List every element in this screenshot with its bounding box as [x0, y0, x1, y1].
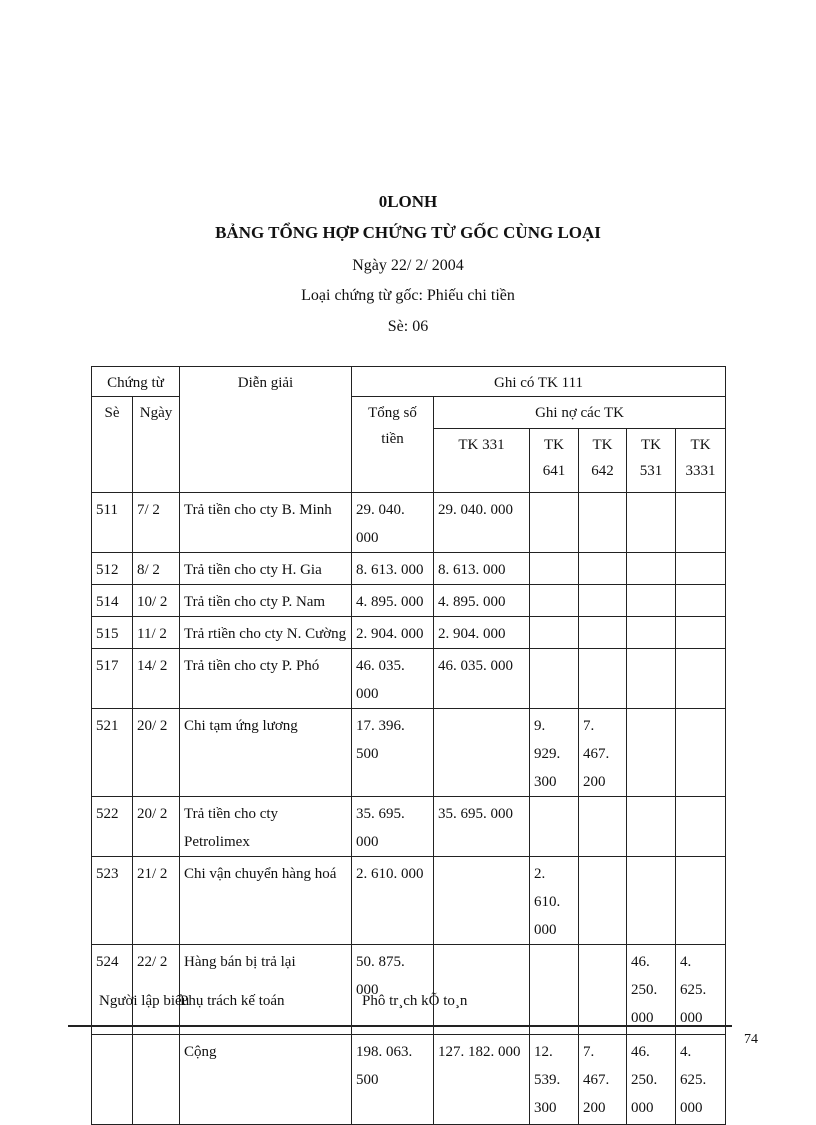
cell-dien-giai: Trả tiền cho cty B. Minh — [180, 493, 352, 553]
cell-dien-giai: Trả tiền cho cty H. Gia — [180, 553, 352, 585]
table-row — [92, 617, 726, 649]
cell-tk531: 46. 250. 000 — [627, 945, 676, 1035]
col-header-tk531: TK 531 — [627, 429, 676, 493]
cell-tk3331 — [676, 857, 726, 945]
cell-tk331: 46. 035. 000 — [434, 649, 530, 709]
cell-ngay: 7/ 2 — [133, 493, 180, 553]
cell-ngay: 8/ 2 — [133, 553, 180, 585]
cell-tk3331 — [676, 649, 726, 709]
org-name: 0LONH — [378, 192, 438, 211]
cell-tk642 — [579, 857, 627, 945]
cell-tk641 — [530, 617, 579, 649]
cell-tk331: 127. 182. 000 — [434, 1035, 530, 1125]
cell-so: 524 — [92, 945, 133, 1035]
cell-so: 512 — [92, 553, 133, 585]
cell-tk531 — [627, 649, 676, 709]
cell-dien-giai: Chi vận chuyển hàng hoá — [180, 857, 352, 945]
cell-tk531 — [627, 585, 676, 617]
cell-tk331: 4. 895. 000 — [434, 585, 530, 617]
table-row — [92, 709, 726, 797]
cell-tk641 — [530, 649, 579, 709]
table-row — [92, 857, 726, 945]
cell-tk641 — [530, 553, 579, 585]
table-row — [92, 585, 726, 617]
cell-ngay: 11/ 2 — [133, 617, 180, 649]
col-header-ngay: Ngày — [133, 397, 180, 493]
cell-tk3331 — [676, 585, 726, 617]
col-header-tong-so: Tổng số tiền — [352, 397, 434, 493]
cell-tong-so: 46. 035. 000 — [352, 649, 434, 709]
cell-so: 511 — [92, 493, 133, 553]
col-header-tk331: TK 331 — [434, 429, 530, 493]
cell-tk641 — [530, 945, 579, 1035]
cell-tk531: 46. 250. 000 — [627, 1035, 676, 1125]
col-header-ghi-no: Ghi nợ các TK — [434, 397, 726, 429]
cell-tk642: 7. 467. 200 — [579, 1035, 627, 1125]
cell-tk3331: 4. 625. 000 — [676, 1035, 726, 1125]
table-row — [92, 553, 726, 585]
cell-tk331 — [434, 857, 530, 945]
cell-tong-so: 17. 396. 500 — [352, 709, 434, 797]
cell-tk3331 — [676, 797, 726, 857]
cell-tong-so: 198. 063. 500 — [352, 1035, 434, 1125]
document-type: Loại chứng từ gốc: Phiếu chi tiền — [301, 287, 515, 304]
col-header-chung-tu: Chứng từ — [92, 367, 180, 397]
col-header-so: Sè — [92, 397, 133, 493]
cell-dien-giai: Trả rtiền cho cty N. Cường — [180, 617, 352, 649]
cell-ngay: 10/ 2 — [133, 585, 180, 617]
cell-dien-giai: Trả tiền cho cty Petrolimex — [180, 797, 352, 857]
table-row — [92, 797, 726, 857]
cell-tk531 — [627, 797, 676, 857]
cell-tong-so: 8. 613. 000 — [352, 553, 434, 585]
cell-tong-so: 4. 895. 000 — [352, 585, 434, 617]
cell-tk642 — [579, 493, 627, 553]
cell-ngay: 20/ 2 — [133, 797, 180, 857]
cell-tk3331 — [676, 493, 726, 553]
footer-rule — [68, 1025, 732, 1027]
cell-tong-so: 29. 040. 000 — [352, 493, 434, 553]
cell-tk331: 2. 904. 000 — [434, 617, 530, 649]
table-row — [92, 649, 726, 709]
cell-so: 521 — [92, 709, 133, 797]
cell-ngay: 21/ 2 — [133, 857, 180, 945]
cell-tk3331: 4. 625. 000 — [676, 945, 726, 1035]
cell-ngay: 20/ 2 — [133, 709, 180, 797]
summary-table — [91, 366, 726, 1125]
cell-ngay — [133, 1035, 180, 1125]
cell-tk642: 7. 467. 200 — [579, 709, 627, 797]
signature-deputy: Phô tr¸ch kÕ to¸n — [362, 993, 468, 1009]
cell-tk331: 35. 695. 000 — [434, 797, 530, 857]
cell-tk642 — [579, 617, 627, 649]
cell-tk642 — [579, 585, 627, 617]
cell-so — [92, 1035, 133, 1125]
cell-tong-so: 2. 610. 000 — [352, 857, 434, 945]
signature-preparer: Người lập biểu — [99, 993, 190, 1009]
page-number: 74 — [744, 1032, 758, 1047]
col-header-dien-giai: Diễn giải — [180, 367, 352, 493]
document-title: BẢNG TỔNG HỢP CHỨNG TỪ GỐC CÙNG LOẠI — [215, 223, 601, 242]
cell-tk331 — [434, 709, 530, 797]
cell-tk641 — [530, 493, 579, 553]
cell-ngay: 14/ 2 — [133, 649, 180, 709]
cell-tk641: 9. 929. 300 — [530, 709, 579, 797]
cell-so: 514 — [92, 585, 133, 617]
cell-tong-so: 2. 904. 000 — [352, 617, 434, 649]
total-row — [92, 1035, 726, 1125]
table-row — [92, 945, 726, 1035]
cell-tk531 — [627, 493, 676, 553]
cell-dien-giai: Chi tạm ứng lương — [180, 709, 352, 797]
cell-tk331 — [434, 945, 530, 1035]
cell-so: 515 — [92, 617, 133, 649]
cell-dien-giai: Trả tiền cho cty P. Phó — [180, 649, 352, 709]
table-row — [92, 493, 726, 553]
cell-tk531 — [627, 857, 676, 945]
cell-tk641 — [530, 797, 579, 857]
col-header-tk642: TK 642 — [579, 429, 627, 493]
cell-tk331: 8. 613. 000 — [434, 553, 530, 585]
cell-tk531 — [627, 553, 676, 585]
cell-tk642 — [579, 797, 627, 857]
cell-so: 517 — [92, 649, 133, 709]
cell-tk531 — [627, 617, 676, 649]
cell-tk3331 — [676, 709, 726, 797]
cell-tk531 — [627, 709, 676, 797]
cell-tk642 — [579, 945, 627, 1035]
col-header-ghi-co: Ghi có TK 111 — [352, 367, 726, 397]
cell-tk642 — [579, 553, 627, 585]
cell-tong-so: 35. 695. 000 — [352, 797, 434, 857]
cell-tk642 — [579, 649, 627, 709]
cell-dien-giai: Cộng — [180, 1035, 352, 1125]
cell-tk3331 — [676, 617, 726, 649]
cell-dien-giai: Trả tiền cho cty P. Nam — [180, 585, 352, 617]
col-header-tk3331: TK 3331 — [676, 429, 726, 493]
col-header-tk641: TK 641 — [530, 429, 579, 493]
cell-ngay: 22/ 2 — [133, 945, 180, 1035]
signature-chief-accountant: Phụ trách kế toán — [180, 993, 285, 1009]
cell-dien-giai: Hàng bán bị trả lại — [180, 945, 352, 1035]
cell-tk641: 12. 539. 300 — [530, 1035, 579, 1125]
cell-tong-so: 50. 875. 000 — [352, 945, 434, 1035]
document-number: Sè: 06 — [387, 318, 429, 335]
cell-tk3331 — [676, 553, 726, 585]
cell-so: 522 — [92, 797, 133, 857]
document-date: Ngày 22/ 2/ 2004 — [352, 257, 464, 274]
cell-so: 523 — [92, 857, 133, 945]
cell-tk331: 29. 040. 000 — [434, 493, 530, 553]
cell-tk641 — [530, 585, 579, 617]
cell-tk641: 2. 610. 000 — [530, 857, 579, 945]
